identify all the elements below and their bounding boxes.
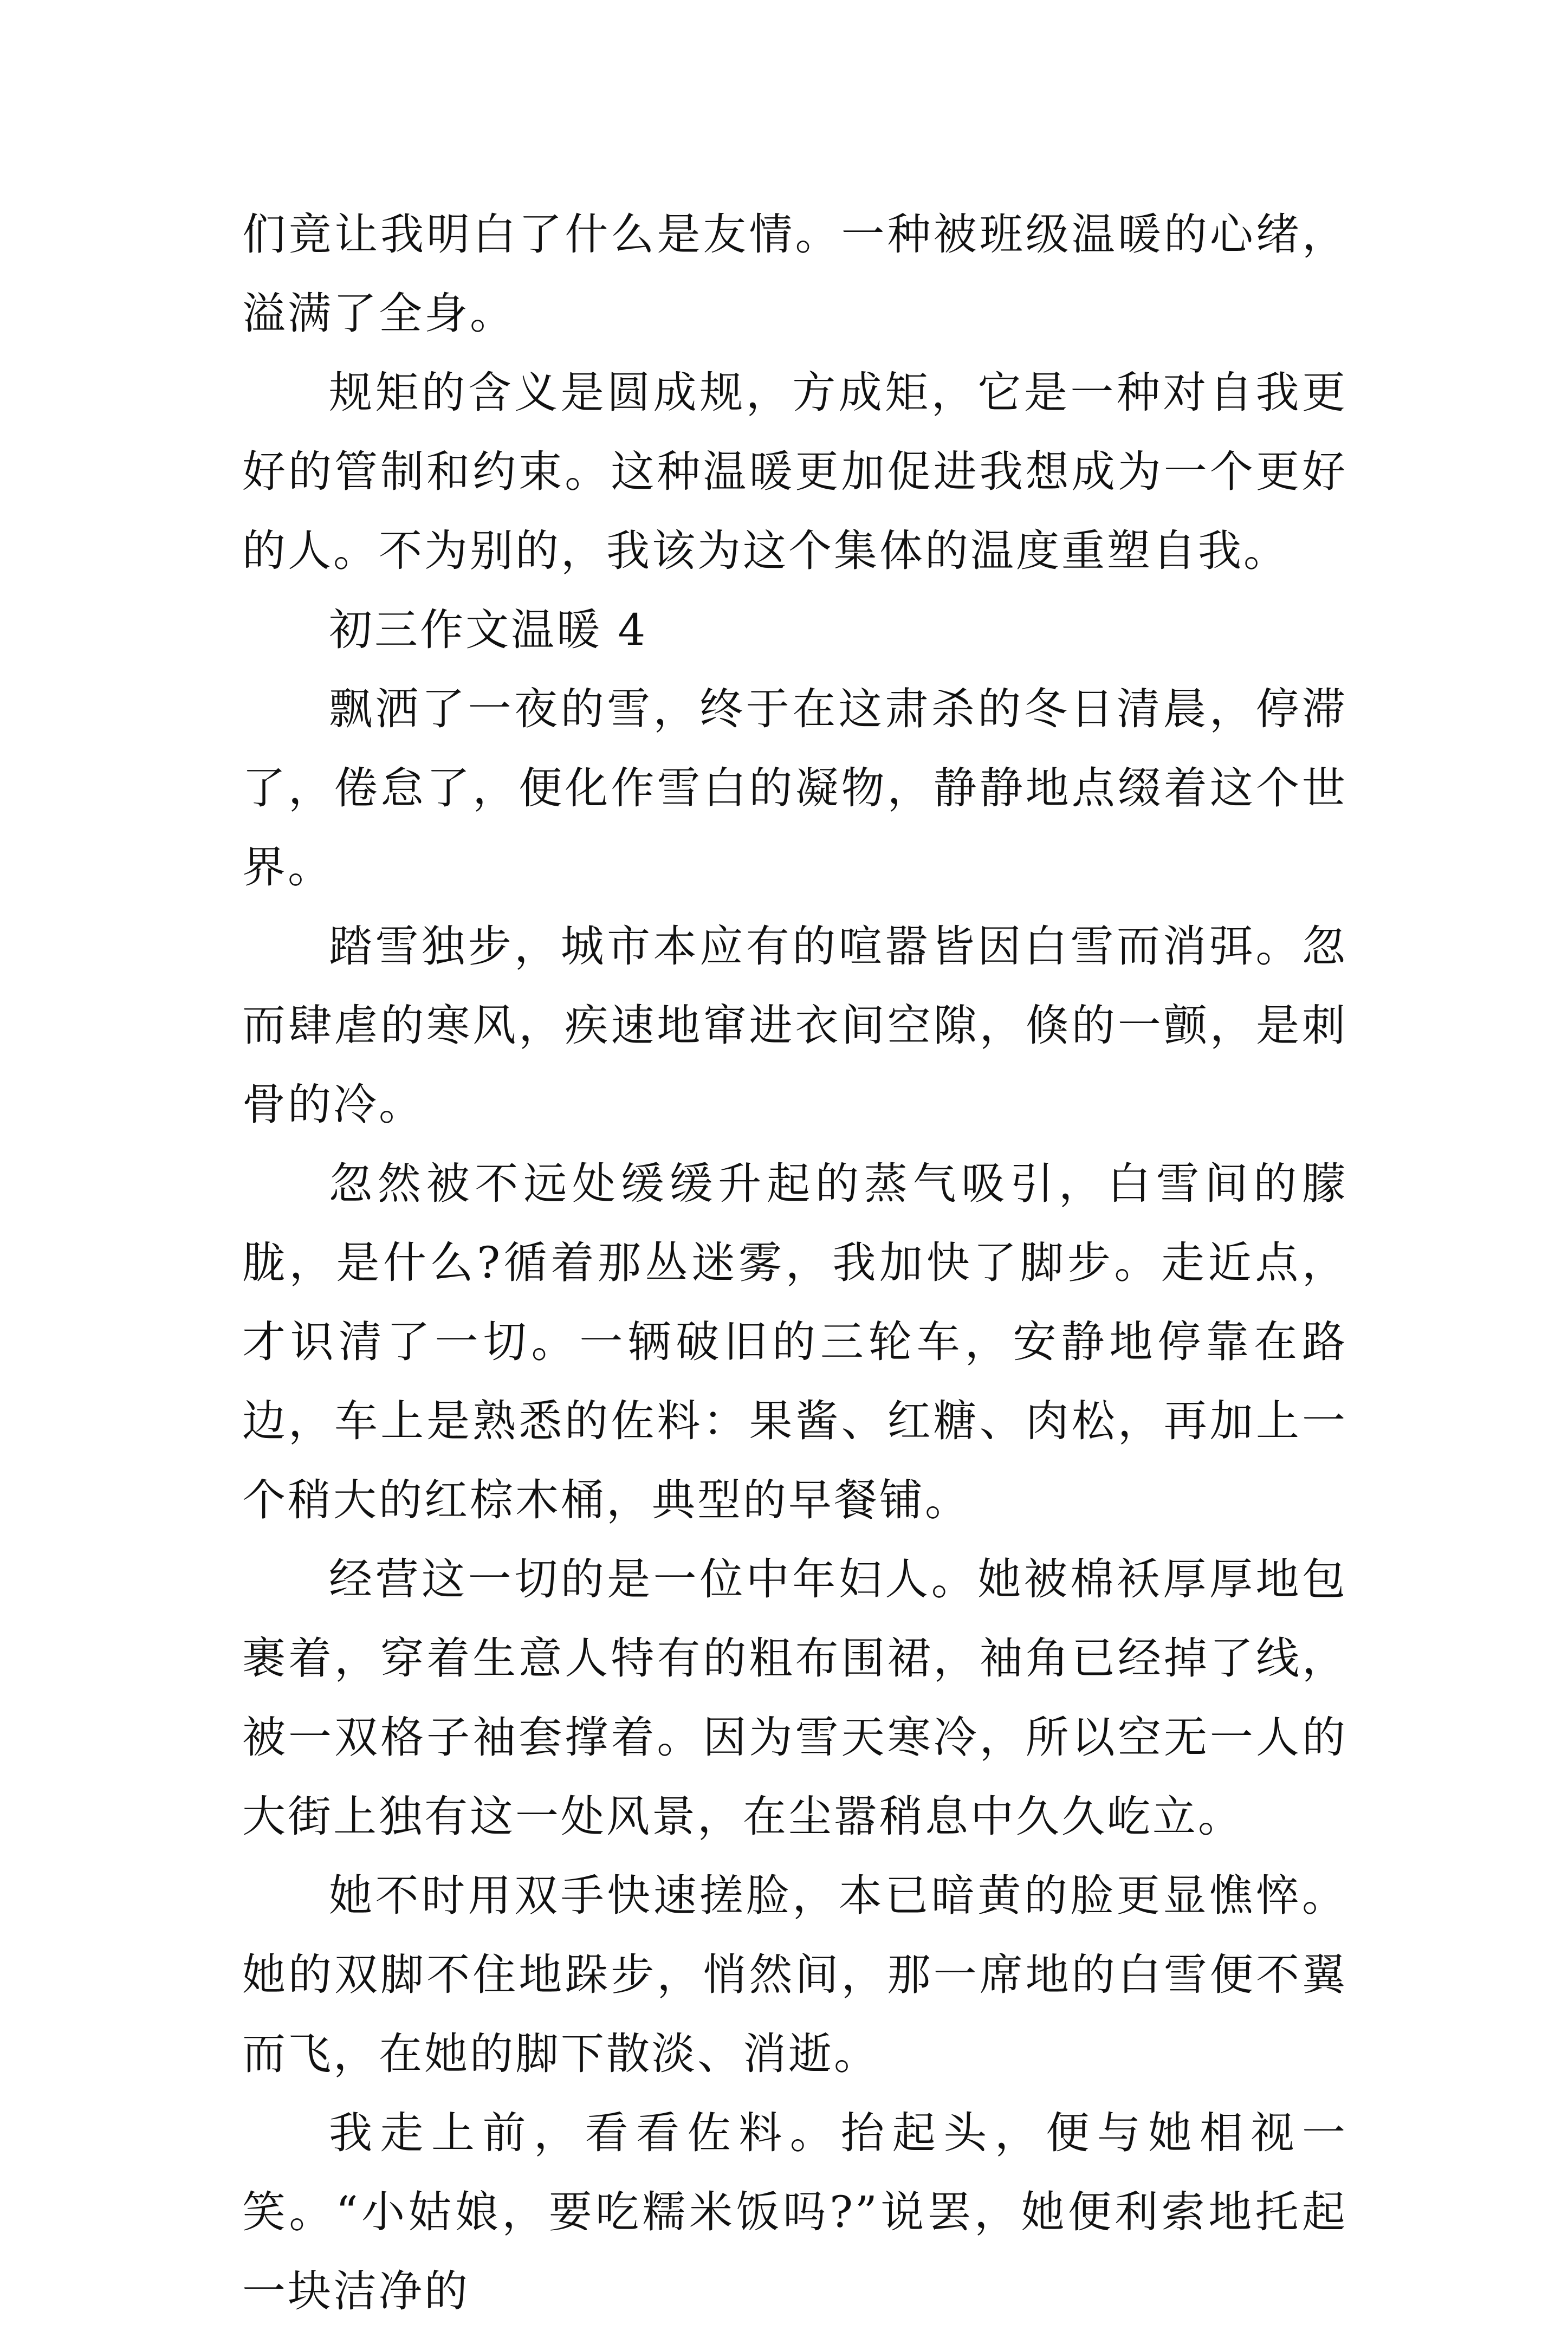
paragraph: 踏雪独步，城市本应有的喧嚣皆因白雪而消弭。忽而肆虐的寒风，疾速地窜进衣间空隙，倏的一颤，是刺骨的冷。 (242, 921, 1347, 1130)
paragraph: 我走上前，看看佐料。抬起头，便与她相视一笑。“小姑娘，要吃糯米饭吗?”说罢，她便利索地托起一块洁净的 (242, 2108, 1347, 2316)
paragraph: 飘洒了一夜的雪，终于在这肃杀的冬日清晨，停滞了，倦怠了，便化作雪白的凝物，静静地点缀着这个世界。 (242, 684, 1347, 892)
paragraph: 经营这一切的是一位中年妇人。她被棉袄厚厚地包裹着，穿着生意人特有的粗布围裙，袖角已经掉了线，被一双格子袖套撑着。因为雪天寒冷，所以空无一人的大街上独有这一处风景，在尘嚣稍息中久久屹立。 (242, 1554, 1347, 1842)
paragraph: 规矩的含义是圆成规，方成矩，它是一种对自我更好的管制和约束。这种温暖更加促进我想成为一个更好的人。不为别的，我该为这个集体的温度重塑自我。 (242, 367, 1347, 576)
document-body (242, 195, 1347, 2331)
paragraph: 忽然被不远处缓缓升起的蒸气吸引，白雪间的朦胧，是什么?循着那丛迷雾，我加快了脚步。走近点，才识清了一切。一辆破旧的三轮车，安静地停靠在路边，车上是熟悉的佐料：果酱、红糖、肉松，再加上一个稍大的红棕木桶，典型的早餐铺。 (242, 1158, 1347, 1525)
section-title: 初三作文温暖 4 (329, 605, 648, 655)
paragraph: 她不时用双手快速搓脸，本已暗黄的脸更显憔悴。她的双脚不住地跺步，悄然间，那一席地的白雪便不翼而飞，在她的脚下散淡、消逝。 (242, 1870, 1347, 2079)
paragraph: 们竟让我明白了什么是友情。一种被班级温暖的心绪，溢满了全身。 (242, 209, 1347, 339)
